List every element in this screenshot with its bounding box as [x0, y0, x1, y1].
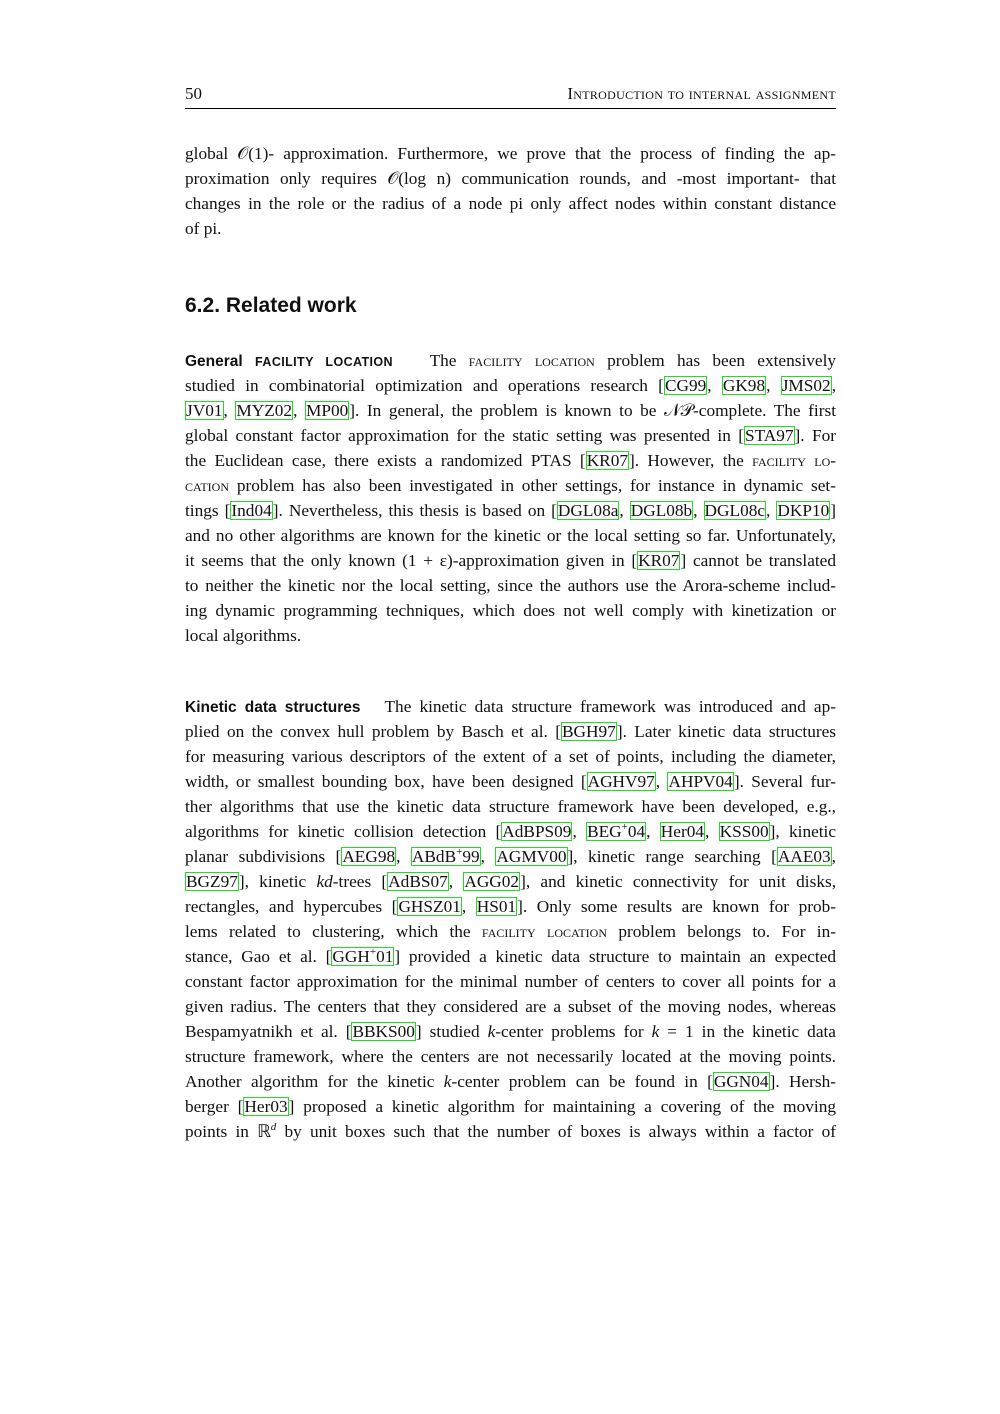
text-run: -center problems for	[495, 1022, 644, 1041]
paragraph-line	[185, 1069, 836, 1094]
citation-sup: +	[369, 946, 377, 959]
text-run: points in ℝ	[185, 1122, 271, 1141]
citation-link[interactable]: GK98	[722, 376, 766, 395]
kinetic-paragraph	[185, 694, 836, 1144]
paragraph-line: ther algorithms that use the kinetic data structure framework have been developed, e.g.,	[185, 797, 836, 816]
intro-line: proximation only requires 𝒪(log n) communication rounds, and -most important- that	[185, 169, 836, 188]
paragraph-line: rectangles, and hypercubes [GHSZ01, HS01]. Only some results are known for prob-	[185, 897, 837, 916]
paragraph-line	[185, 473, 836, 498]
paragraph-line	[185, 694, 836, 719]
text-run: ]. Several fur-	[733, 772, 837, 791]
paragraph-line: studied in combinatorial optimization and operations research [CG99, GK98, JMS02,	[185, 376, 837, 395]
citation-link[interactable]: AEG98	[342, 847, 396, 866]
italic-run: d	[270, 1121, 277, 1134]
facility-location-paragraph	[185, 348, 836, 648]
citation-link[interactable]: MYZ02	[236, 401, 293, 420]
text-run: rectangles, and hypercubes [	[185, 897, 398, 916]
citation-link[interactable]: KSS00	[719, 822, 769, 841]
text-run: studied in combinatorial optimization and operations research [	[185, 376, 664, 395]
intro-paragraph	[185, 141, 836, 241]
text-run: ], kinetic range searching [	[567, 847, 777, 866]
text-run: ] cannot be translated	[680, 551, 836, 570]
paragraph-line	[185, 423, 836, 448]
text-run: ], kinetic	[769, 822, 837, 841]
text-run: planar subdivisions [	[185, 847, 342, 866]
citation-link[interactable]: AHPV04	[668, 772, 733, 791]
text-run: ]. Hersh-	[769, 1072, 837, 1091]
small-caps-run: facility lo-	[752, 451, 837, 470]
paragraph-line: structure framework, where the centers are not necessarily located at the moving points.	[185, 1047, 836, 1066]
citation-link[interactable]: DGL08c	[704, 501, 766, 520]
text-run: problem belongs to. For in-	[618, 922, 836, 941]
text-run: -center problem can be found in [	[451, 1072, 713, 1091]
citation-link[interactable]: AdBPS09	[502, 822, 572, 841]
intro-line: global 𝒪(1)- approximation. Furthermore, we prove that the process of finding the ap-	[185, 144, 836, 163]
citation-sup: +	[456, 846, 463, 859]
paragraph-line	[185, 1094, 836, 1119]
text-run: The kinetic data structure framework was introduced and ap-	[384, 697, 836, 716]
text-run: global constant factor approximation for the static setting was presented in [	[185, 426, 744, 445]
small-caps-run: facility location	[468, 351, 595, 370]
intro-line: of pi.	[185, 219, 222, 238]
text-run: tings [	[185, 501, 231, 520]
text-run: Bespamyatnikh et al. [	[185, 1022, 352, 1041]
section-heading: 6.2. Related work	[185, 294, 357, 317]
text-run: Another algorithm for the kinetic	[185, 1072, 435, 1091]
paragraph-line	[185, 448, 836, 473]
text-run: ]. For	[794, 426, 836, 445]
citation-link[interactable]: JV01	[186, 401, 223, 420]
citation-link[interactable]: DGL08b	[630, 501, 693, 520]
citation-text: ABdB	[411, 847, 457, 866]
citation-link[interactable]: MP00	[305, 401, 349, 420]
citation-text: GGH	[332, 947, 370, 966]
paragraph-line: width, or smallest bounding box, have been designed [AGHV97, AHPV04]. Several fur-	[185, 772, 837, 791]
text-run: plied on the convex hull problem by Basch et al. [	[185, 722, 562, 741]
italic-run: k	[487, 1022, 496, 1041]
paragraph-title: General	[185, 353, 243, 370]
text-run: algorithms for kinetic collision detection [	[185, 822, 502, 841]
intro-line: changes in the role or the radius of a node pi only affect nodes within constant distance	[185, 194, 836, 213]
citation-link[interactable]: Her04	[660, 822, 704, 841]
page-header	[185, 84, 836, 109]
citation-sup: +	[621, 821, 628, 834]
paragraph-line	[185, 719, 836, 744]
citation-link[interactable]: AAE03	[777, 847, 831, 866]
citation-text: 04	[627, 822, 646, 841]
citation-link[interactable]: Ind04	[231, 501, 272, 520]
citation-text: BEG	[587, 822, 622, 841]
text-run: -trees [	[332, 872, 388, 891]
text-run: the Euclidean case, there exists a randomized PTAS [	[185, 451, 586, 470]
text-run: stance, Gao et al. [	[185, 947, 332, 966]
text-run: width, or smallest bounding box, have been designed [	[185, 772, 587, 791]
citation-link[interactable]: AGG02	[464, 872, 520, 891]
paragraph-title-sc: FACILITY LOCATION	[255, 355, 393, 369]
citation-link[interactable]: BGH97	[562, 722, 616, 741]
citation-link[interactable]: KR07	[638, 551, 680, 570]
paragraph-line: given radius. The centers that they considered are a subset of the moving nodes, whereas	[185, 997, 836, 1016]
citation-link[interactable]: BBKS00	[352, 1022, 415, 1041]
italic-run: k	[651, 1022, 660, 1041]
paragraph-line: to neither the kinetic nor the local setting, since the authors use the Arora-scheme includ-	[185, 576, 836, 595]
text-run: ], and kinetic connectivity for unit disks,	[520, 872, 837, 891]
text-run: ]. Later kinetic data structures	[616, 722, 836, 741]
paragraph-line	[185, 1119, 836, 1144]
text-run: berger [	[185, 1097, 244, 1116]
text-run: ], kinetic	[238, 872, 307, 891]
italic-run: k	[443, 1072, 452, 1091]
citation-link[interactable]: AGMV00	[496, 847, 567, 866]
citation-link[interactable]: KR07	[586, 451, 628, 470]
text-run: ] studied	[415, 1022, 480, 1041]
citation-link[interactable]: BGZ97	[186, 872, 238, 891]
page-number: 50	[185, 84, 202, 103]
text-run: ] proposed a kinetic algorithm for maintaining a covering of the moving	[288, 1097, 836, 1116]
italic-run: kd	[316, 872, 333, 891]
paragraph-line: BGZ97], kinetic kd-trees [AdBS07, AGG02], and kinetic connectivity for unit disks,	[186, 872, 837, 891]
paragraph-line: and no other algorithms are known for the kinetic or the local setting so far. Unfortunately,	[185, 526, 836, 545]
text-run: problem has also been investigated in other settings, for instance in dynamic set-	[236, 476, 836, 495]
paragraph-title: Kinetic data structures	[185, 699, 361, 716]
text-run: The	[429, 351, 457, 370]
text-run: = 1 in the kinetic data	[667, 1022, 836, 1041]
citation-link[interactable]: CG99	[664, 376, 707, 395]
citation-link[interactable]: STA97	[745, 426, 794, 445]
paragraph-line: planar subdivisions [AEG98, ABdB+99, AGMV00], kinetic range searching [AAE03,	[185, 846, 836, 866]
paragraph-line	[185, 348, 836, 373]
citation-link[interactable]: JMS02	[781, 376, 831, 395]
citation-link[interactable]	[586, 822, 646, 841]
small-caps-run: facility location	[481, 922, 608, 941]
text-run: ]. However, the	[628, 451, 744, 470]
citation-link[interactable]: GGN04	[713, 1072, 769, 1091]
paragraph-line: tings [Ind04]. Nevertheless, this thesis is based on [DGL08a, DGL08b, DGL08c, DKP10]	[185, 501, 836, 520]
citation-link[interactable]: DGL08a	[557, 501, 619, 520]
text-run: ]. Only some results are known for prob-	[517, 897, 837, 916]
citation-link[interactable]: HS01	[476, 897, 517, 916]
running-title: Introduction to internal assignment	[567, 84, 836, 103]
paragraph-line: JV01, MYZ02, MP00]. In general, the problem is known to be 𝒩𝒫-complete. The first	[186, 401, 836, 420]
paragraph-line	[185, 944, 836, 969]
citation-link[interactable]: GHSZ01	[398, 897, 461, 916]
paragraph-line: for measuring various descriptors of the extent of a set of points, including the diameter,	[185, 747, 836, 766]
paragraph-line: constant factor approximation for the minimal number of centers to cover all points for a	[185, 972, 836, 991]
paragraph-line: local algorithms.	[185, 626, 302, 645]
citation-link[interactable]: Her03	[244, 1097, 288, 1116]
text-run: by unit boxes such that the number of boxes is always within a factor of	[284, 1122, 836, 1141]
paragraph-line: algorithms for kinetic collision detection [AdBPS09, BEG+04, Her04, KSS00], kinetic	[185, 821, 837, 841]
text-run: ]. In general, the problem is known to be 𝒩𝒫-complete. The first	[349, 401, 836, 420]
citation-link[interactable]: AGHV97	[587, 772, 655, 791]
paragraph-line	[185, 1019, 836, 1044]
citation-link[interactable]: AdBS07	[388, 872, 448, 891]
citation-text: 01	[376, 947, 394, 966]
citation-link[interactable]	[331, 947, 394, 966]
text-run: it seems that the only known (1 + ε)-approximation given in [	[185, 551, 638, 570]
text-run: lems related to clustering, which the	[185, 922, 471, 941]
citation-text: 99	[462, 847, 480, 866]
citation-link[interactable]	[411, 847, 481, 866]
text-run: ] provided a kinetic data structure to maintain an expected	[394, 947, 836, 966]
text-run: problem has been extensively	[607, 351, 837, 370]
paragraph-line	[185, 548, 836, 573]
citation-link[interactable]: DKP10	[777, 501, 830, 520]
paragraph-line	[185, 919, 836, 944]
text-run: ]. Nevertheless, this thesis is based on [	[272, 501, 557, 520]
paragraph-line: ing dynamic programming techniques, which does not well comply with kinetization or	[185, 601, 836, 620]
small-caps-run: cation	[185, 476, 229, 495]
